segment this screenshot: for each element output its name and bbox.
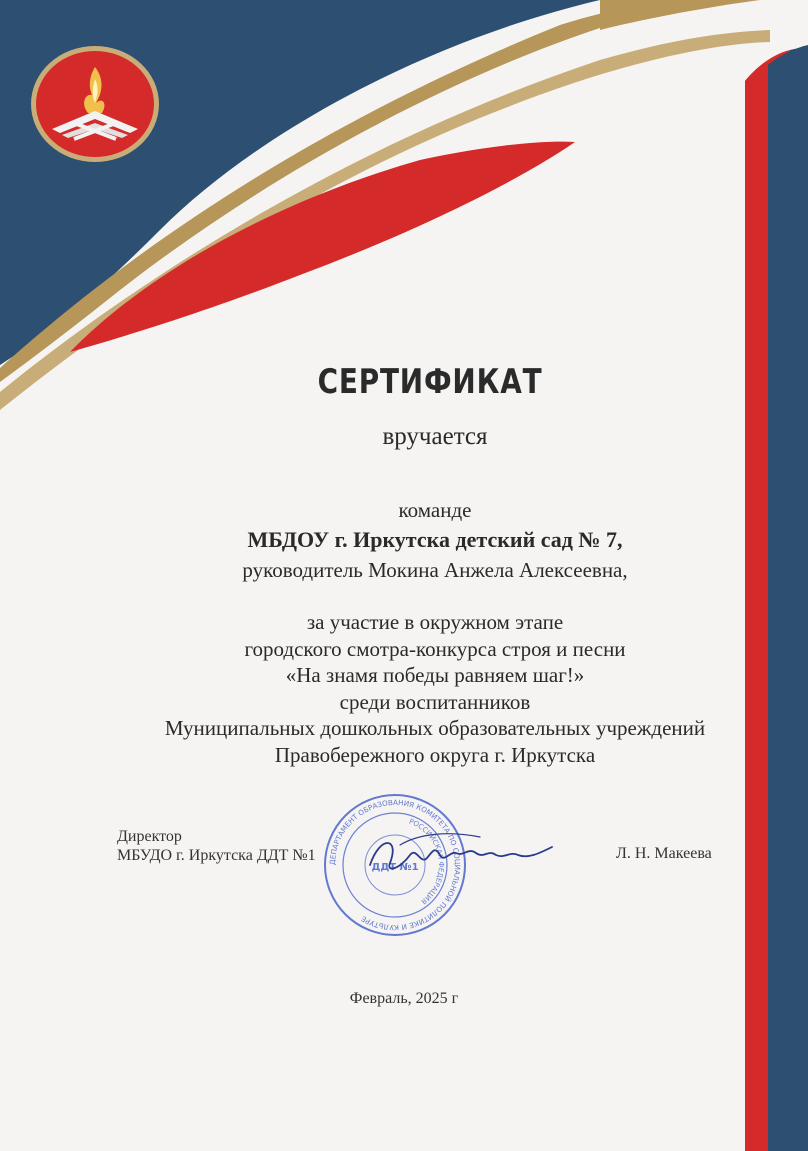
reason-line: Правобережного округа г. Иркутска [274,743,596,767]
handwritten-signature [360,825,560,885]
reason-line: Муниципальных дошкольных образовательных учреждений [164,716,706,740]
reason-line: городского смотра-конкурса строя и песни [244,637,626,661]
recipient-organization: МБДОУ г. Иркутска детский сад № 7, [247,527,623,552]
eternal-flame-emblem-icon [30,45,160,163]
stamp-outer-text: ДЕПАРТАМЕНТ ОБРАЗОВАНИЯ КОМИТЕТА ПО СОЦИАЛЬНОЙ ПОЛИТИКЕ И КУЛЬТУРЕ [327,797,463,933]
stamp-bottom-text: РОССИЙСКАЯ ФЕДЕРАЦИЯ [407,817,446,906]
reason-line: за участие в окружном этапе [306,610,564,634]
certificate-subtitle: вручается [382,423,488,450]
stamp-center-text: ДДТ №1 [371,862,419,873]
reason-line: среди воспитанников [339,690,531,714]
reason-line: «На знамя победы равняем шаг!» [285,663,585,687]
certificate-title: СЕРТИФИКАТ [317,362,543,402]
issue-date: Февраль, 2025 г [349,990,459,1007]
recipient-intro: команде [398,498,472,522]
signature-organization: МБУДО г. Иркутска ДДТ №1 [117,847,316,864]
signature-position: Директор [117,828,182,845]
recipient-leader: руководитель Мокина Анжела Алексеевна, [242,558,628,582]
signer-name: Л. Н. Макеева [616,845,712,862]
